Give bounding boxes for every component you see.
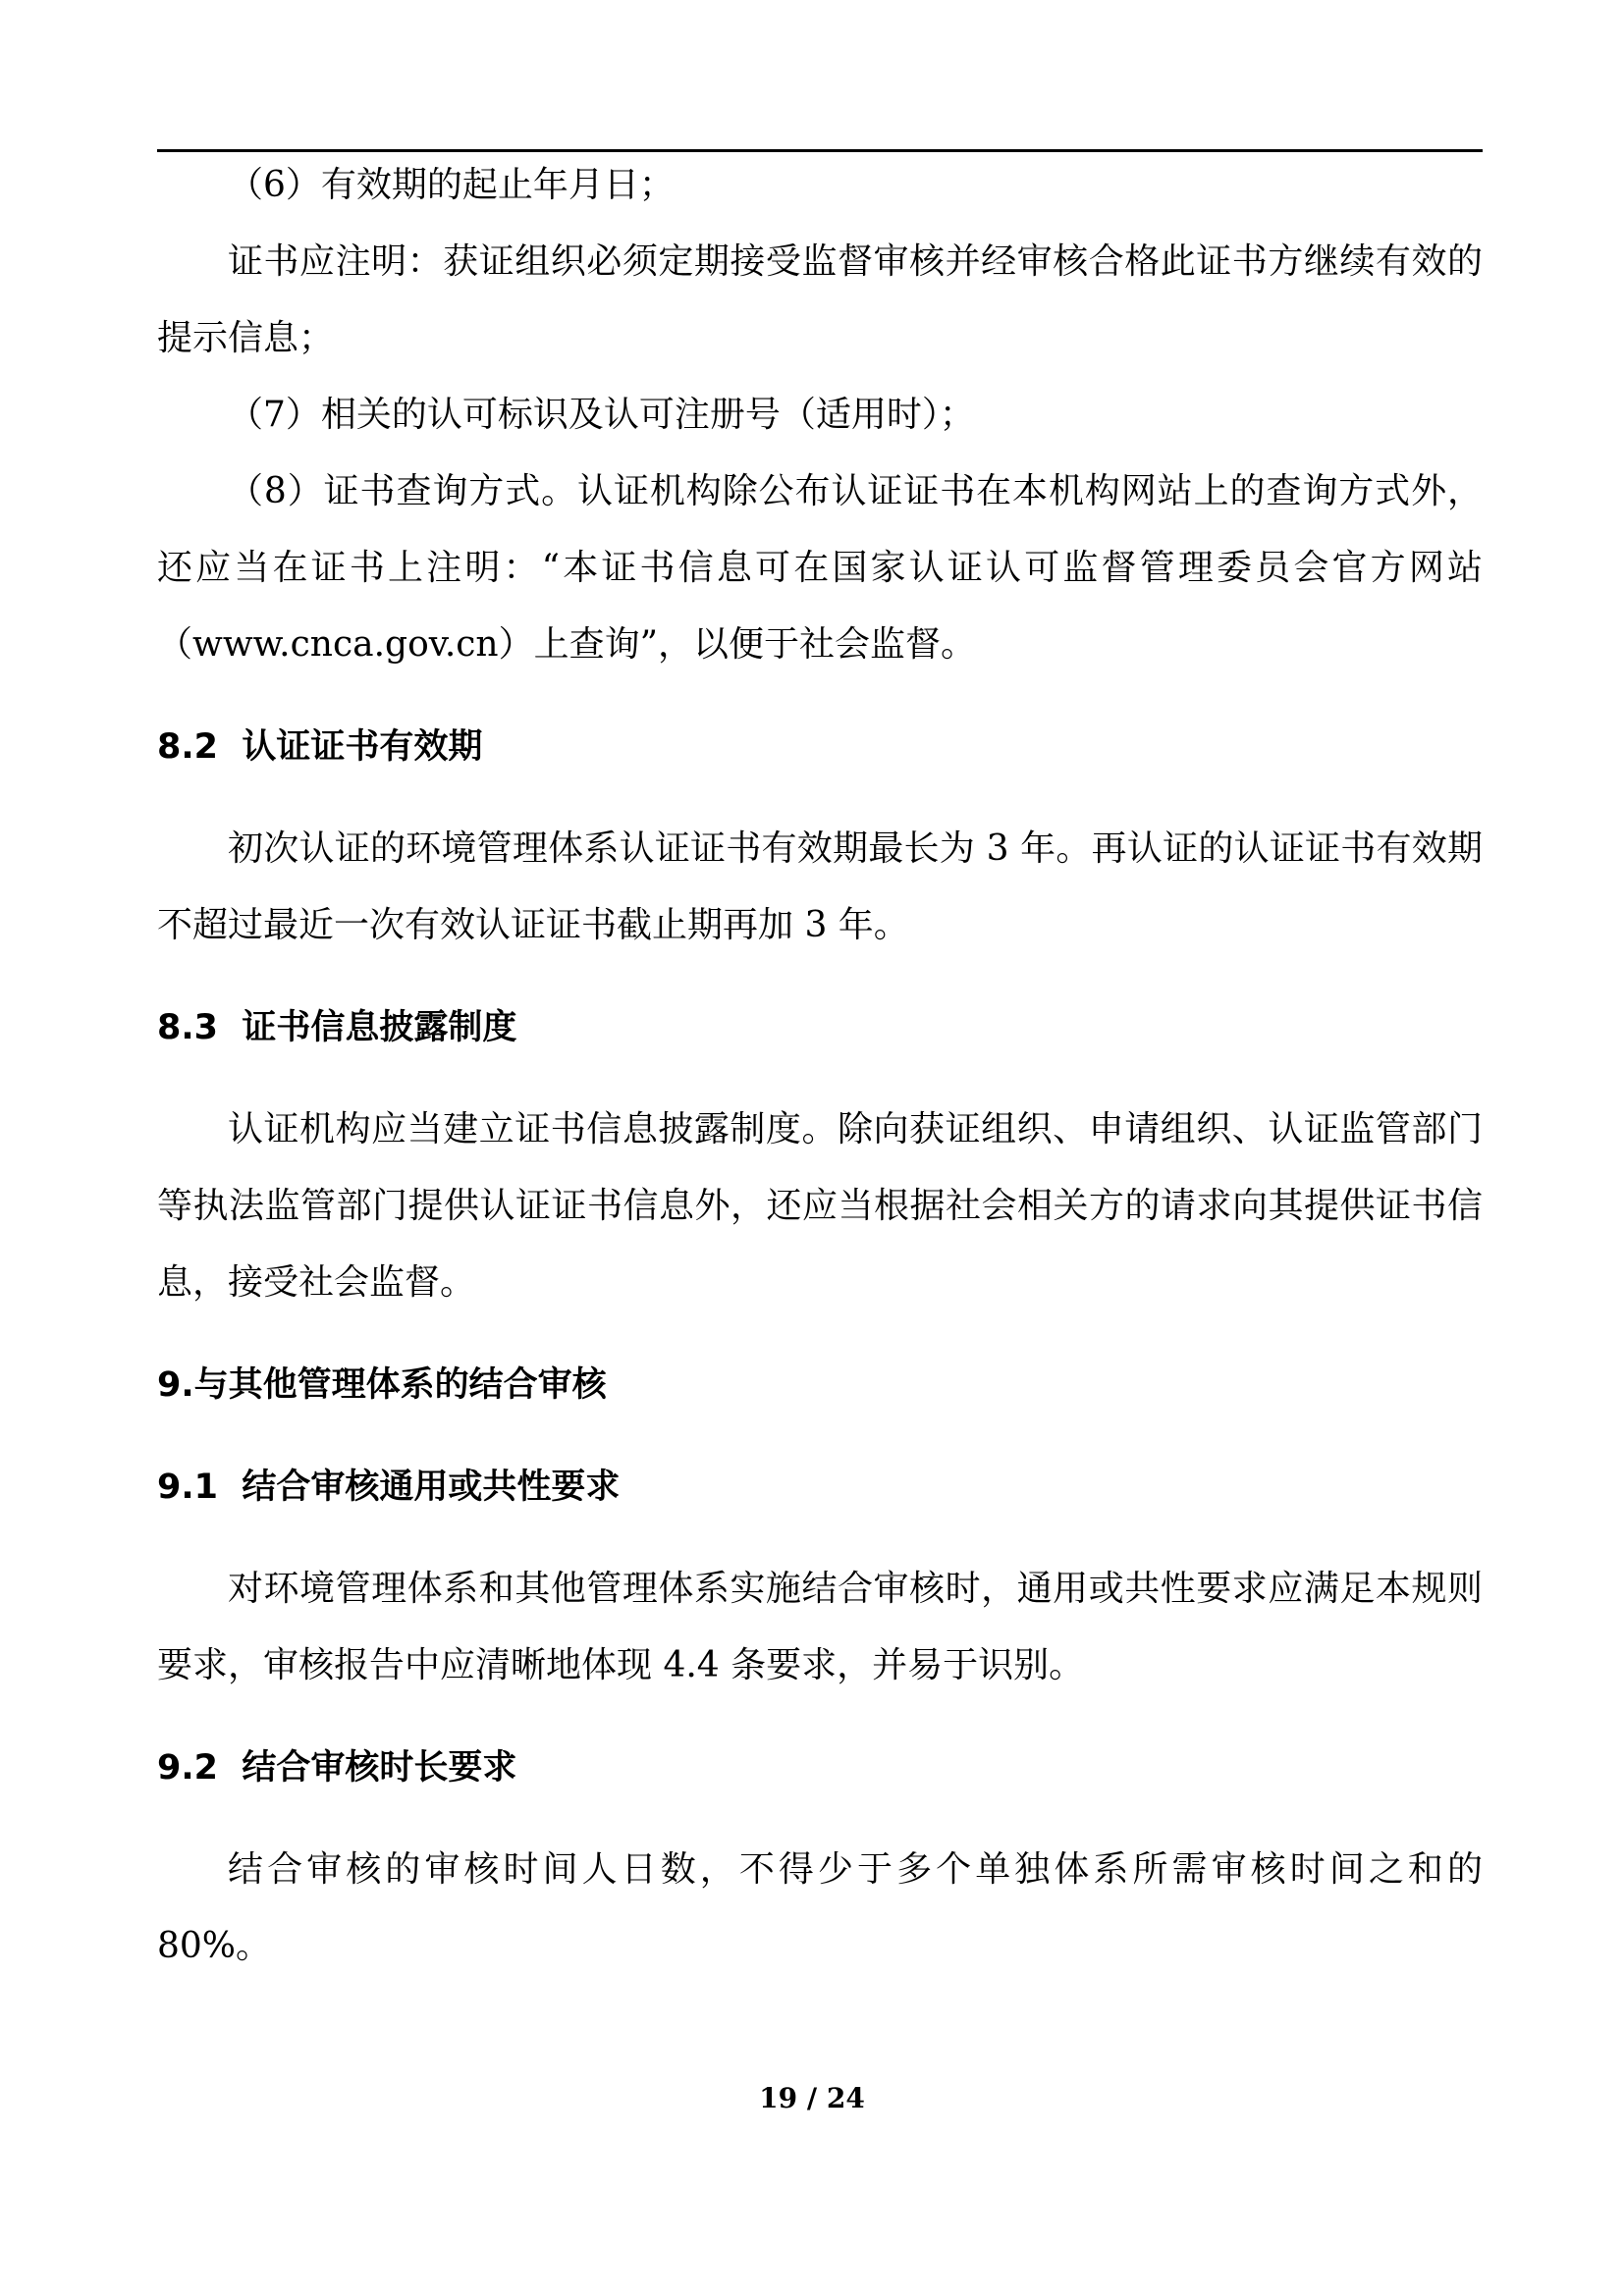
page-number: 19 / 24 [759, 2082, 865, 2114]
section-body-9-1: 对环境管理体系和其他管理体系实施结合审核时，通用或共性要求应满足本规则要求，审核报告中应清晰地体现 4.4 条要求，并易于识别。 [157, 1569, 1483, 1685]
section-body-8-3: 认证机构应当建立证书信息披露制度。除向获证组织、申请组织、认证监管部门等执法监管部门提供认证证书信息外，还应当根据社会相关方的请求向其提供证书信息，接受社会监督。 [157, 1109, 1483, 1303]
section-heading-8-2: 8.2 认证证书有效期 [157, 727, 483, 767]
section-heading-9-1: 9.1 结合审核通用或共性要求 [157, 1468, 621, 1507]
section-heading-8-3: 8.3 证书信息披露制度 [157, 1008, 517, 1047]
paragraph-item-6: （6）有效期的起止年月日； [228, 165, 675, 205]
section-body-8-2: 初次认证的环境管理体系认证证书有效期最长为 3 年。再认证的认证证书有效期不超过最近一次有效认证证书截止期再加 3 年。 [157, 828, 1483, 945]
document-body [157, 147, 1483, 1985]
section-heading-9-2: 9.2 结合审核时长要求 [157, 1748, 517, 1788]
paragraph-item-8: （8）证书查询方式。认证机构除公布认证证书在本机构网站上的查询方式外，还应当在证书上注明：“本证书信息可在国家认证认可监督管理委员会官方网站（www.cnca.gov.cn）上查询”，以便于社会监督。 [157, 471, 1483, 665]
section-body-9-2: 结合审核的审核时间人日数，不得少于多个单独体系所需审核时间之和的 80%。 [157, 1849, 1483, 1966]
paragraph-item-7: （7）相关的认可标识及认可注册号（适用时）； [228, 395, 975, 435]
section-heading-9: 9.与其他管理体系的结合审核 [157, 1365, 607, 1405]
paragraph-certificate-note: 证书应注明：获证组织必须定期接受监督审核并经审核合格此证书方继续有效的提示信息； [157, 241, 1483, 358]
